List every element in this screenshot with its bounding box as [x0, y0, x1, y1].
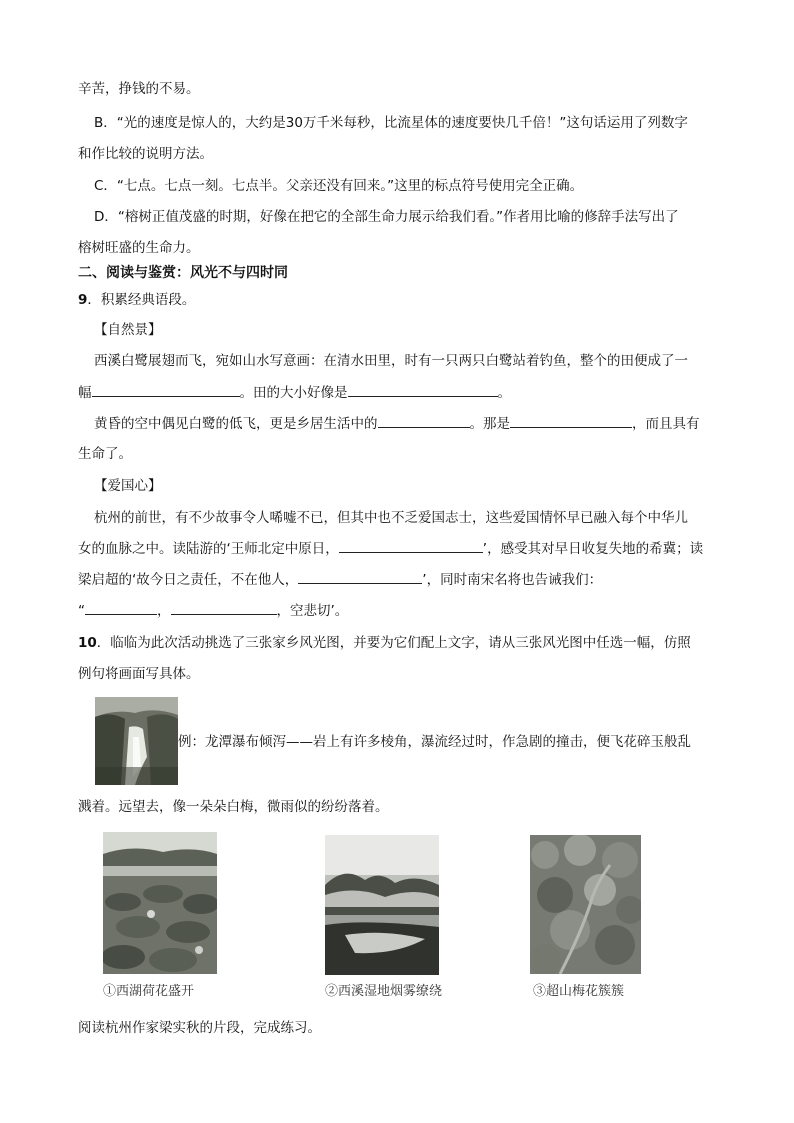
text: 。那是 — [469, 416, 510, 432]
text: 黄昏的空中偶见白鹭的低飞，更是乡居生活中的 — [94, 416, 378, 432]
paragraph-3d — [78, 600, 348, 621]
answer-blank[interactable] — [339, 538, 483, 553]
waterfall-photo — [95, 697, 178, 785]
option-b-continued: 和作比较的说明方法。 — [78, 146, 213, 162]
west-lake-lotus-photo — [103, 832, 217, 974]
reading-instruction: 阅读杭州作家梁实秋的片段，完成练习。 — [78, 1020, 321, 1036]
text: “ — [78, 603, 85, 619]
question-9-stem — [78, 290, 195, 310]
example-line-1: 例：龙潭瀑布倾泻——岩上有许多棱角，瀑流经过时，作急剧的撞击，便飞花碎玉般乱 — [178, 734, 691, 750]
paragraph-3a: 杭州的前世，有不少故事令人唏嘘不已，但其中也不乏爱国志士，这些爱国情怀早已融入每个中华儿 — [94, 510, 688, 526]
option-b: B．“光的速度是惊人的，大约是30万千米每秒，比流星体的速度要快几千倍！”这句话运用了列数字 — [94, 115, 688, 131]
caption-west-lake: ①西湖荷花盛开 — [103, 984, 195, 999]
section-title: 二、阅读与鉴赏：风光不与四时同 — [78, 265, 288, 281]
text: 。田的大小好像是 — [239, 385, 348, 401]
question-text: ．积累经典语段。 — [87, 292, 196, 308]
text: ’，同时南宋名将也告诫我们： — [422, 572, 603, 588]
text: ， — [157, 603, 171, 619]
answer-blank[interactable] — [378, 413, 470, 428]
text: 幅 — [78, 385, 92, 401]
answer-blank[interactable] — [85, 600, 157, 615]
paragraph-1a: 西溪白鹭展翅而飞，宛如山水写意画：在清水田里，时有一只两只白鹭站着钓鱼，整个的田便成了一 — [94, 353, 688, 369]
paragraph-3c — [78, 569, 602, 590]
text: ’，感受其对早日收复失地的希冀；读 — [482, 541, 704, 557]
answer-blank[interactable] — [92, 382, 240, 397]
answer-blank[interactable] — [171, 600, 277, 615]
question-number: 9 — [78, 292, 88, 308]
tag-patriotism: 【爱国心】 — [94, 478, 162, 494]
option-d: D．“榕树正值茂盛的时期，好像在把它的全部生命力展示给我们看。”作者用比喻的修辞手法写出了 — [94, 209, 679, 225]
answer-blank[interactable] — [510, 413, 632, 428]
text: 。 — [497, 385, 511, 401]
text: 女的血脉之中。读陆游的‘王师北定中原日， — [78, 541, 339, 557]
paragraph-2 — [94, 413, 700, 434]
option-c: C．“七点。七点一刻。七点半。父亲还没有回来。”这里的标点符号使用完全正确。 — [94, 178, 584, 194]
answer-blank[interactable] — [298, 569, 422, 584]
question-10-stem-continued: 例句将画面写具体。 — [78, 666, 200, 682]
chaoshan-plum-photo — [530, 835, 641, 974]
paragraph-2b: 生命了。 — [78, 446, 132, 462]
question-number: 10 — [78, 635, 97, 651]
paragraph-3b — [78, 538, 703, 559]
caption-xixi: ②西溪湿地烟雾缭绕 — [325, 984, 443, 999]
answer-blank[interactable] — [348, 382, 498, 397]
caption-chaoshan: ③超山梅花簇簇 — [533, 984, 625, 999]
example-line-2: 溅着。远望去，像一朵朵白梅，微雨似的纷纷落着。 — [78, 799, 389, 815]
question-text: ．临临为此次活动挑选了三张家乡风光图，并要为它们配上文字，请从三张风光图中任选一幅，仿照 — [96, 635, 691, 651]
text: ，而且具有 — [632, 416, 700, 432]
text: ，空悲切’。 — [276, 603, 349, 619]
text: 梁启超的‘故今日之责任，不在他人， — [78, 572, 299, 588]
option-d-continued: 榕树旺盛的生命力。 — [78, 240, 200, 256]
question-10-stem — [78, 633, 691, 653]
xixi-wetland-photo — [325, 835, 439, 975]
tag-nature: 【自然景】 — [94, 322, 162, 338]
paragraph-1b — [78, 382, 511, 403]
option-a-continued: 辛苦，挣钱的不易。 — [78, 81, 200, 97]
